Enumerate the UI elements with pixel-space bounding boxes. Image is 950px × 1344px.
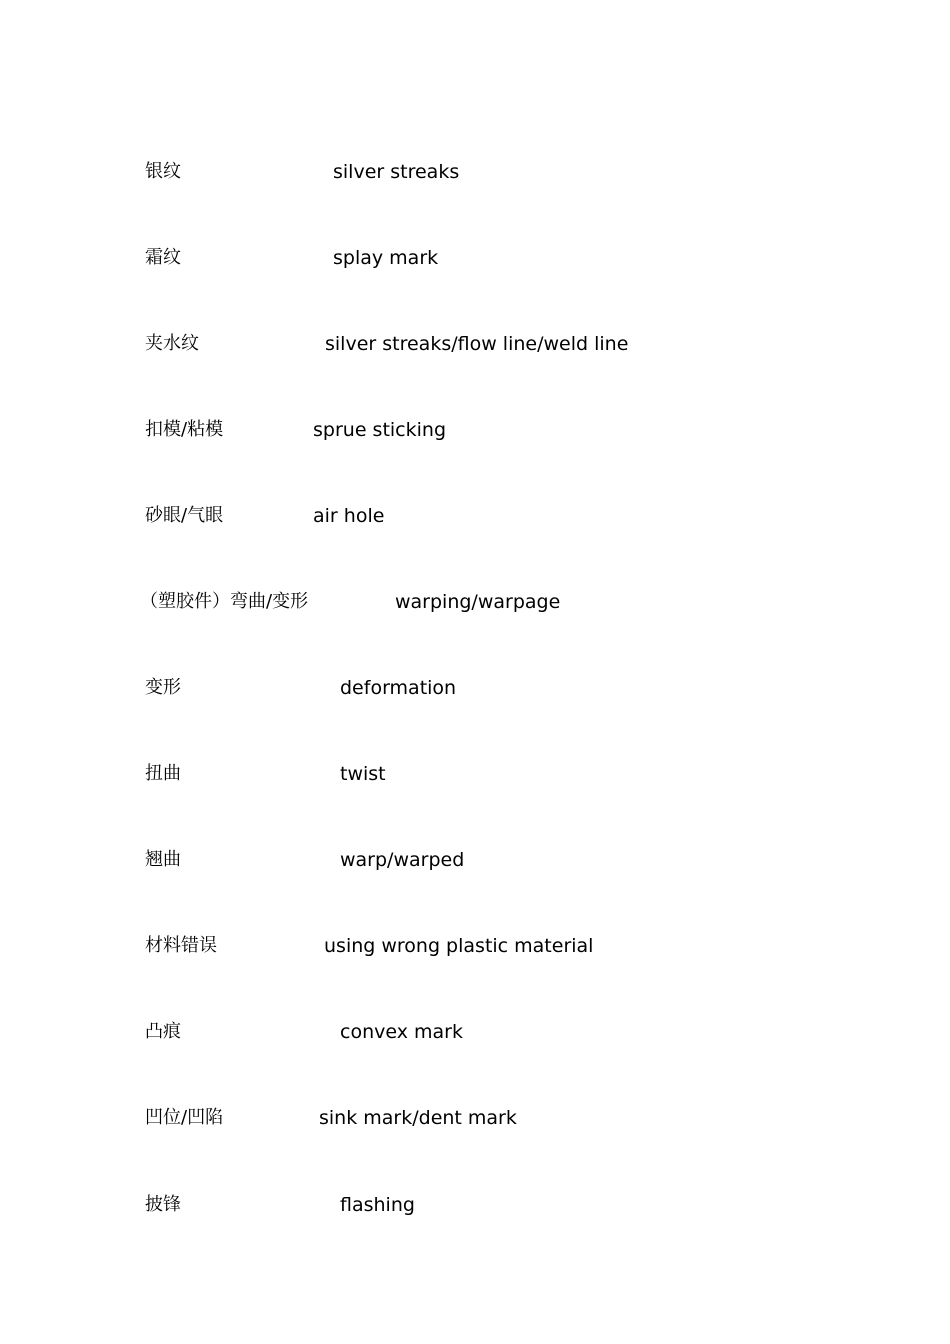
- english-term: silver streaks: [333, 161, 460, 183]
- chinese-term: 变形: [145, 677, 181, 698]
- english-term: silver streaks/flow line/weld line: [325, 333, 629, 355]
- english-term: air hole: [313, 505, 385, 527]
- chinese-term: 砂眼/气眼: [145, 505, 224, 526]
- chinese-term: 扭曲: [145, 763, 181, 784]
- english-term: sink mark/dent mark: [319, 1107, 517, 1129]
- english-term: warping/warpage: [395, 591, 561, 613]
- chinese-term: 凹位/凹陷: [145, 1107, 224, 1128]
- english-term: using wrong plastic material: [324, 935, 594, 957]
- chinese-term: 材料错误: [145, 935, 217, 956]
- glossary-entry: [0, 754, 950, 794]
- english-term: twist: [340, 763, 386, 785]
- chinese-term: 凸痕: [145, 1021, 181, 1042]
- chinese-term: （塑胶件）弯曲/变形: [140, 591, 309, 612]
- english-term: flashing: [340, 1194, 415, 1216]
- chinese-term: 扣模/粘模: [145, 419, 224, 440]
- glossary-entry: [0, 1185, 950, 1225]
- glossary-entry: [0, 324, 950, 364]
- english-term: warp/warped: [340, 849, 465, 871]
- chinese-term: 翘曲: [145, 849, 181, 870]
- glossary-entry: [0, 926, 950, 966]
- glossary-entry: [0, 152, 950, 192]
- english-term: convex mark: [340, 1021, 463, 1043]
- glossary-entry: [0, 496, 950, 536]
- glossary-entry: [0, 1098, 950, 1138]
- chinese-term: 银纹: [145, 161, 181, 182]
- english-term: sprue sticking: [313, 419, 446, 441]
- english-term: splay mark: [333, 247, 439, 269]
- glossary-entry: [0, 668, 950, 708]
- glossary-entry: [0, 1012, 950, 1052]
- glossary-entry: [0, 840, 950, 880]
- chinese-term: 霜纹: [145, 247, 181, 268]
- chinese-term: 夹水纹: [145, 333, 199, 354]
- chinese-term: 披锋: [145, 1194, 181, 1215]
- glossary-entry: [0, 582, 950, 622]
- glossary-entry: [0, 410, 950, 450]
- glossary-entry: [0, 238, 950, 278]
- english-term: deformation: [340, 677, 457, 699]
